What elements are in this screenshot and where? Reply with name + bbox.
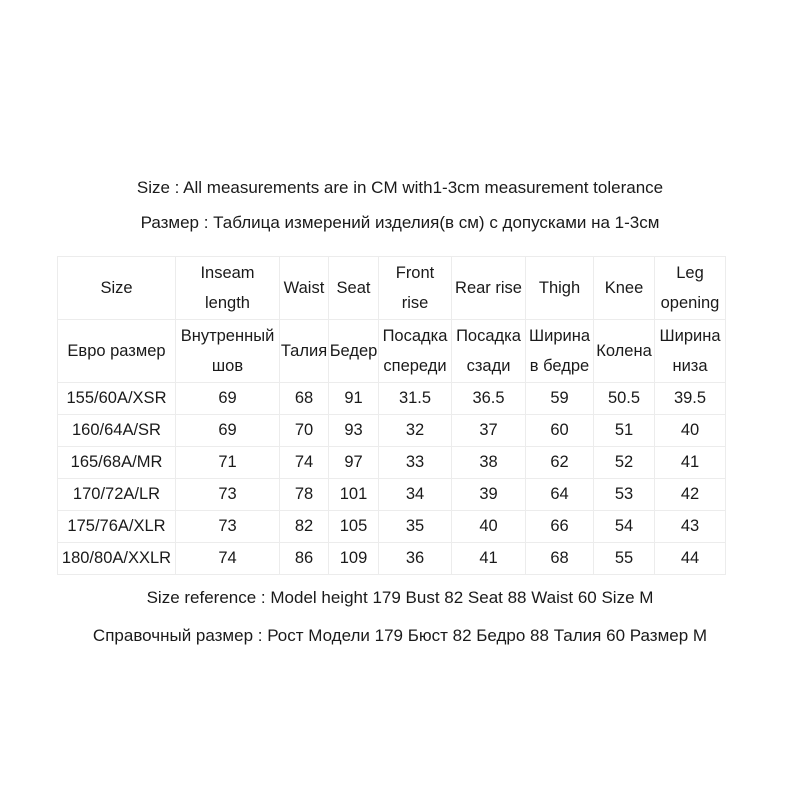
header-ru-knee: Колена [594,320,655,383]
cell-knee: 53 [594,479,655,511]
cell-thigh: 59 [526,383,594,415]
header-row-ru [58,320,726,383]
cell-inseam: 73 [176,479,280,511]
cell-rear-rise: 38 [452,447,526,479]
header-seat: Seat [329,257,379,320]
cell-knee: 51 [594,415,655,447]
cell-waist: 82 [280,511,329,543]
cell-inseam: 69 [176,415,280,447]
cell-size: 155/60A/XSR [58,383,176,415]
cell-leg-opening: 42 [655,479,726,511]
cell-seat: 109 [329,543,379,575]
cell-seat: 105 [329,511,379,543]
cell-waist: 86 [280,543,329,575]
header-ru-thigh: Ширина в бедре [526,320,594,383]
model-reference-ru: Справочный размер : Рост Модели 179 Бюст 82 Бедро 88 Талия 60 Размер M [92,626,708,645]
header-size: Size [58,257,176,320]
table-row [58,479,726,511]
cell-seat: 97 [329,447,379,479]
cell-inseam: 73 [176,511,280,543]
cell-leg-opening: 41 [655,447,726,479]
cell-seat: 91 [329,383,379,415]
header-ru-seat: Бедер [329,320,379,383]
header-front-rise: Front rise [379,257,452,320]
header-rear-rise: Rear rise [452,257,526,320]
table-row [58,543,726,575]
cell-rear-rise: 39 [452,479,526,511]
model-reference-en: Size reference : Model height 179 Bust 82 Seat 88 Waist 60 Size M [146,588,654,607]
cell-size: 165/68A/MR [58,447,176,479]
header-inseam: Inseam length [176,257,280,320]
cell-leg-opening: 39.5 [655,383,726,415]
measurement-note-en: Size : All measurements are in CM with1-3cm measurement tolerance [136,178,664,197]
table-row [58,415,726,447]
table-row [58,511,726,543]
cell-leg-opening: 40 [655,415,726,447]
header-knee: Knee [594,257,655,320]
header-thigh: Thigh [526,257,594,320]
cell-thigh: 62 [526,447,594,479]
cell-seat: 101 [329,479,379,511]
cell-inseam: 71 [176,447,280,479]
table-row [58,447,726,479]
cell-rear-rise: 37 [452,415,526,447]
cell-size: 180/80A/XXLR [58,543,176,575]
cell-front-rise: 31.5 [379,383,452,415]
header-ru-inseam: Внутренный шов [176,320,280,383]
cell-waist: 74 [280,447,329,479]
cell-front-rise: 36 [379,543,452,575]
cell-front-rise: 33 [379,447,452,479]
cell-size: 175/76A/XLR [58,511,176,543]
cell-front-rise: 34 [379,479,452,511]
cell-size: 170/72A/LR [58,479,176,511]
size-chart-table [57,256,726,575]
cell-seat: 93 [329,415,379,447]
cell-rear-rise: 41 [452,543,526,575]
cell-knee: 50.5 [594,383,655,415]
cell-waist: 78 [280,479,329,511]
measurement-note-ru: Размер : Таблица измерений изделия(в см) с допусками на 1-3см [140,213,660,232]
header-ru-front-rise: Посадка спереди [379,320,452,383]
cell-knee: 54 [594,511,655,543]
header-row-en [58,257,726,320]
header-ru-size: Евро размер [58,320,176,383]
cell-front-rise: 35 [379,511,452,543]
cell-inseam: 74 [176,543,280,575]
cell-rear-rise: 36.5 [452,383,526,415]
cell-knee: 55 [594,543,655,575]
header-ru-leg-opening: Ширина низа [655,320,726,383]
cell-size: 160/64A/SR [58,415,176,447]
cell-front-rise: 32 [379,415,452,447]
cell-thigh: 66 [526,511,594,543]
cell-waist: 68 [280,383,329,415]
header-ru-waist: Талия [280,320,329,383]
cell-leg-opening: 44 [655,543,726,575]
cell-thigh: 60 [526,415,594,447]
cell-inseam: 69 [176,383,280,415]
header-waist: Waist [280,257,329,320]
table-row [58,383,726,415]
cell-knee: 52 [594,447,655,479]
cell-rear-rise: 40 [452,511,526,543]
cell-thigh: 64 [526,479,594,511]
header-ru-rear-rise: Посадка сзади [452,320,526,383]
cell-leg-opening: 43 [655,511,726,543]
header-leg-opening: Leg opening [655,257,726,320]
cell-thigh: 68 [526,543,594,575]
cell-waist: 70 [280,415,329,447]
